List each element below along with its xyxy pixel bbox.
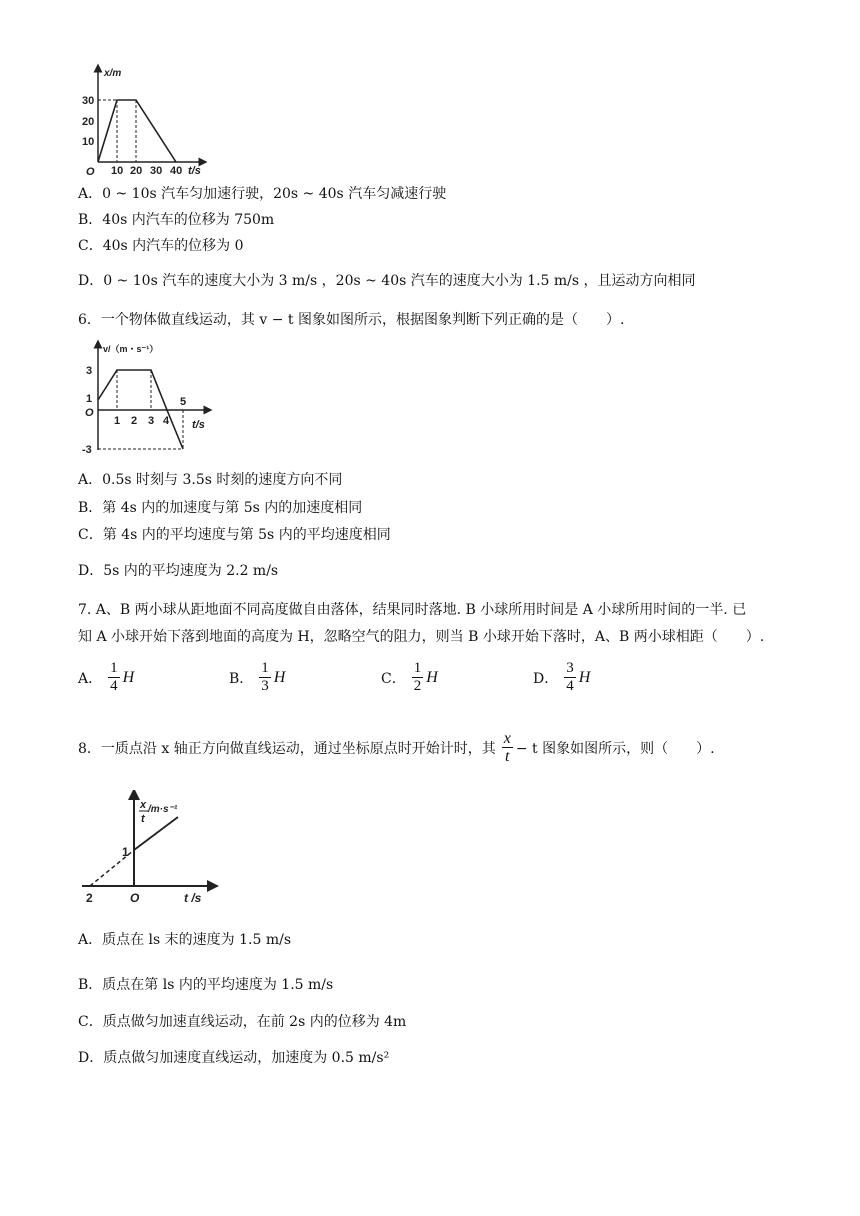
q5-option-b: B．40s 内汽车的位移为 750m: [78, 212, 275, 228]
x-tick: 20: [130, 165, 143, 177]
q5-option-c: C．40s 内汽车的位移为 0: [78, 238, 244, 254]
vt-graph: [78, 338, 218, 456]
y-tick: 30: [82, 95, 95, 107]
xt-over-t-graph: [78, 790, 228, 908]
x-label: t/s: [188, 165, 201, 177]
origin-label: O: [130, 891, 140, 905]
q8-option-b: B．质点在第 ls 内的平均速度为 1.5 m/s: [78, 977, 334, 993]
origin-label: O: [86, 166, 95, 178]
q5-option-d: D．0 ~ 10s 汽车的速度大小为 3 m/s ，20s ~ 40s 汽车的速度大小为 1.5 m/s ，且运动方向相同: [78, 273, 696, 289]
y-intercept: 1: [122, 845, 129, 859]
xt-line: [98, 100, 176, 162]
q7-stem-line1: 7. A、B 两小球从距地面不同高度做自由落体，结果同时落地. B 小球所用时间是 A 小球所用时间的一半. 已: [78, 602, 747, 618]
y-tick: 10: [82, 136, 95, 148]
x-tick: 2: [131, 415, 138, 427]
y-tick: 20: [82, 116, 95, 128]
y-label: v/（m・s⁻¹）: [103, 344, 159, 354]
q8-option-c: C．质点做匀加速直线运动，在前 2s 内的位移为 4m: [78, 1014, 407, 1030]
q8-option-d: D．质点做匀加速度直线运动，加速度为 0.5 m/s²: [78, 1050, 390, 1066]
x-tick: 4: [163, 415, 170, 427]
q6-stem: 6．一个物体做直线运动，其 v − t 图象如图所示，根据图象判断下列正确的是（ ）.: [78, 312, 625, 328]
q7-option-c: C． $\frac{1}{2}$ H: [381, 660, 438, 694]
y-tick: 3: [86, 365, 93, 377]
y-label-num: x: [140, 799, 147, 811]
q6-option-b: B．第 4s 内的加速度与第 5s 内的加速度相同: [78, 500, 363, 516]
x-label: t/s: [192, 419, 205, 431]
x-tick: 30: [150, 165, 163, 177]
x-tick: 3: [148, 415, 155, 427]
y-label: x/m: [104, 68, 122, 79]
y-unit: /m·s⁻¹: [148, 804, 178, 815]
q6-option-d: D．5s 内的平均速度为 2.2 m/s: [78, 563, 279, 579]
q8-stem: 8．一质点沿 x 轴正方向做直线运动，通过坐标原点时开始计时，其 $\frac{x}{t}$ − t 图象如图所示，则（ ）.: [78, 730, 715, 765]
x-tick: 10: [111, 165, 124, 177]
x-tick: 1: [114, 415, 121, 427]
q7-stem-line2: 知 A 小球开始下落到地面的高度为 H，忽略空气的阻力，则当 B 小球开始下落时，A、B 两小球相距（ ）.: [78, 629, 765, 645]
x-tick: 40: [170, 165, 183, 177]
x-tick: 5: [180, 396, 187, 408]
y-tick: 1: [86, 393, 93, 405]
x-label: t /s: [184, 891, 202, 905]
q7-option-d: D． $\frac{3}{4}$ H: [533, 660, 591, 694]
x-intercept: 2: [86, 891, 93, 905]
q5-option-a: A．0 ~ 10s 汽车匀加速行驶，20s ~ 40s 汽车匀减速行驶: [78, 186, 447, 202]
q7-option-a: A． $\frac{1}{4}$ H: [78, 660, 135, 694]
q6-option-a: A．0.5s 时刻与 3.5s 时刻的速度方向不同: [78, 472, 343, 488]
xt-graph: [78, 62, 208, 180]
q8-option-a: A．质点在 ls 末的速度为 1.5 m/s: [78, 932, 292, 948]
q7-option-b: B． $\frac{1}{3}$ H: [229, 660, 286, 694]
q6-option-c: C．第 4s 内的平均速度与第 5s 内的平均速度相同: [78, 527, 391, 543]
y-label-den: t: [141, 813, 145, 825]
y-tick: -3: [82, 444, 92, 456]
origin-label: O: [85, 407, 94, 419]
